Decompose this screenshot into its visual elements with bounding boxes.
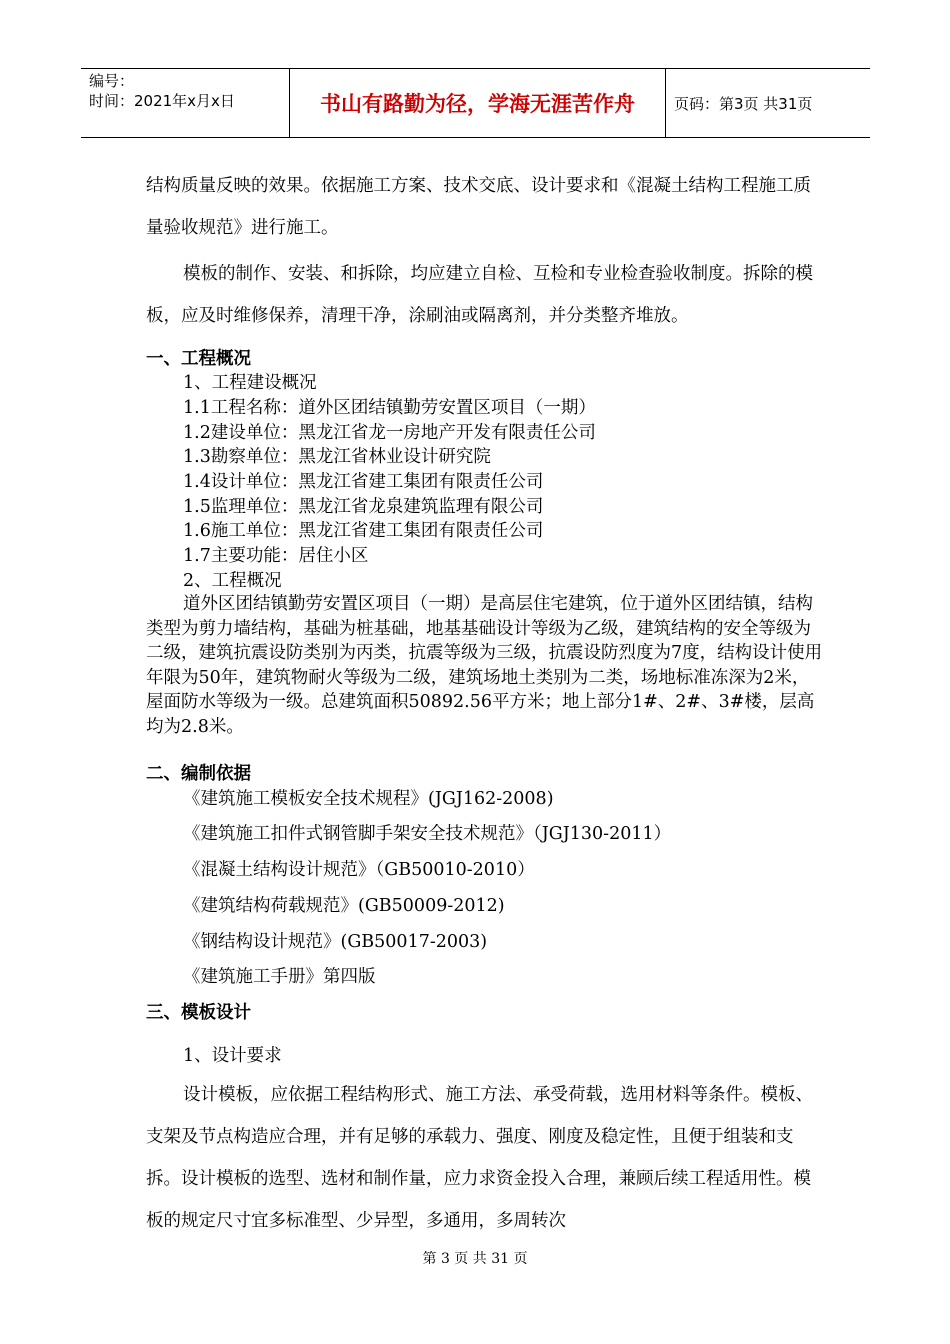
document-number-label: 编号： bbox=[89, 72, 135, 90]
section-heading-formwork-design: 三、模板设计 bbox=[146, 1003, 251, 1023]
project-info-item: 1.3勘察单位：黑龙江省林业设计研究院 bbox=[183, 447, 491, 467]
reference-item: 《钢结构设计规范》(GB50017-2003) bbox=[183, 932, 488, 952]
project-overview-paragraph: 道外区团结镇勤劳安置区项目（一期）是高层住宅建筑，位于道外区团结镇，结构类型为剪力墙结构，基础为桩基础，地基基础设计等级为乙级，建筑结构的安全等级为二级，建筑抗震设防类别为丙类，抗震等级为三级，抗震设防烈度为7度，结构设计使用年限为50年，建筑物耐火等级为二级，建筑场地土类别为二类，场地标准冻深为2米，屋面防水等级为一级。总建筑面积50892.56平方米；地上部分1#、2#、3#楼，层高均为2.8米。 bbox=[146, 594, 823, 737]
header-meta bbox=[81, 69, 290, 137]
reference-item: 《混凝土结构设计规范》（GB50010-2010） bbox=[183, 860, 535, 880]
project-info-item: 1.1工程名称：道外区团结镇勤劳安置区项目（一期） bbox=[183, 398, 596, 418]
intro-paragraph-2: 模板的制作、安装、和拆除，均应建立自检、互检和专业检查验收制度。拆除的模板，应及时维修保养，清理干净，涂刷油或隔离剂，并分类整齐堆放。 bbox=[146, 264, 813, 326]
subheading-construction-overview: 1、工程建设概况 bbox=[183, 373, 317, 393]
reference-item: 《建筑结构荷载规范》(GB50009-2012) bbox=[183, 896, 505, 916]
document-date: 时间：2021年x月x日 bbox=[89, 92, 235, 110]
reference-item: 《建筑施工扣件式钢管脚手架安全技术规范》（JGJ130-2011） bbox=[183, 824, 672, 844]
header-motto: 书山有路勤为径，学海无涯苦作舟 bbox=[290, 69, 666, 137]
design-requirements-paragraph: 设计模板，应依据工程结构形式、施工方法、承受荷载，选用材料等条件。模板、支架及节点构造应合理，并有足够的承载力、强度、刚度及稳定性，且便于组装和支拆。设计模板的选型、选材和制作量，应力求资金投入合理，兼顾后续工程适用性。模板的规定尺寸宜多标准型、少异型，多通用，多周转次 bbox=[146, 1085, 813, 1231]
section-heading-basis: 二、编制依据 bbox=[146, 764, 251, 784]
project-info-item: 1.6施工单位：黑龙江省建工集团有限责任公司 bbox=[183, 521, 544, 541]
project-info-item: 1.2建设单位：黑龙江省龙一房地产开发有限责任公司 bbox=[183, 423, 596, 443]
subheading-design-requirements: 1、设计要求 bbox=[183, 1046, 282, 1066]
project-info-item: 1.7主要功能：居住小区 bbox=[183, 546, 369, 566]
header-page-number: 页码：第3页 共31页 bbox=[674, 94, 813, 113]
section-heading-overview: 一、工程概况 bbox=[146, 349, 251, 369]
page-footer: 第 3 页 共 31 页 bbox=[422, 1251, 528, 1267]
intro-paragraph-1: 结构质量反映的效果。依据施工方案、技术交底、设计要求和《混凝土结构工程施工质量验收规范》进行施工。 bbox=[146, 176, 811, 238]
page-header bbox=[81, 68, 870, 138]
subheading-project-overview: 2、工程概况 bbox=[183, 571, 282, 591]
reference-item: 《建筑施工模板安全技术规程》(JGJ162-2008) bbox=[183, 789, 554, 809]
reference-item: 《建筑施工手册》第四版 bbox=[183, 967, 376, 987]
project-info-item: 1.5监理单位：黑龙江省龙泉建筑监理有限公司 bbox=[183, 497, 544, 517]
project-info-item: 1.4设计单位：黑龙江省建工集团有限责任公司 bbox=[183, 472, 544, 492]
